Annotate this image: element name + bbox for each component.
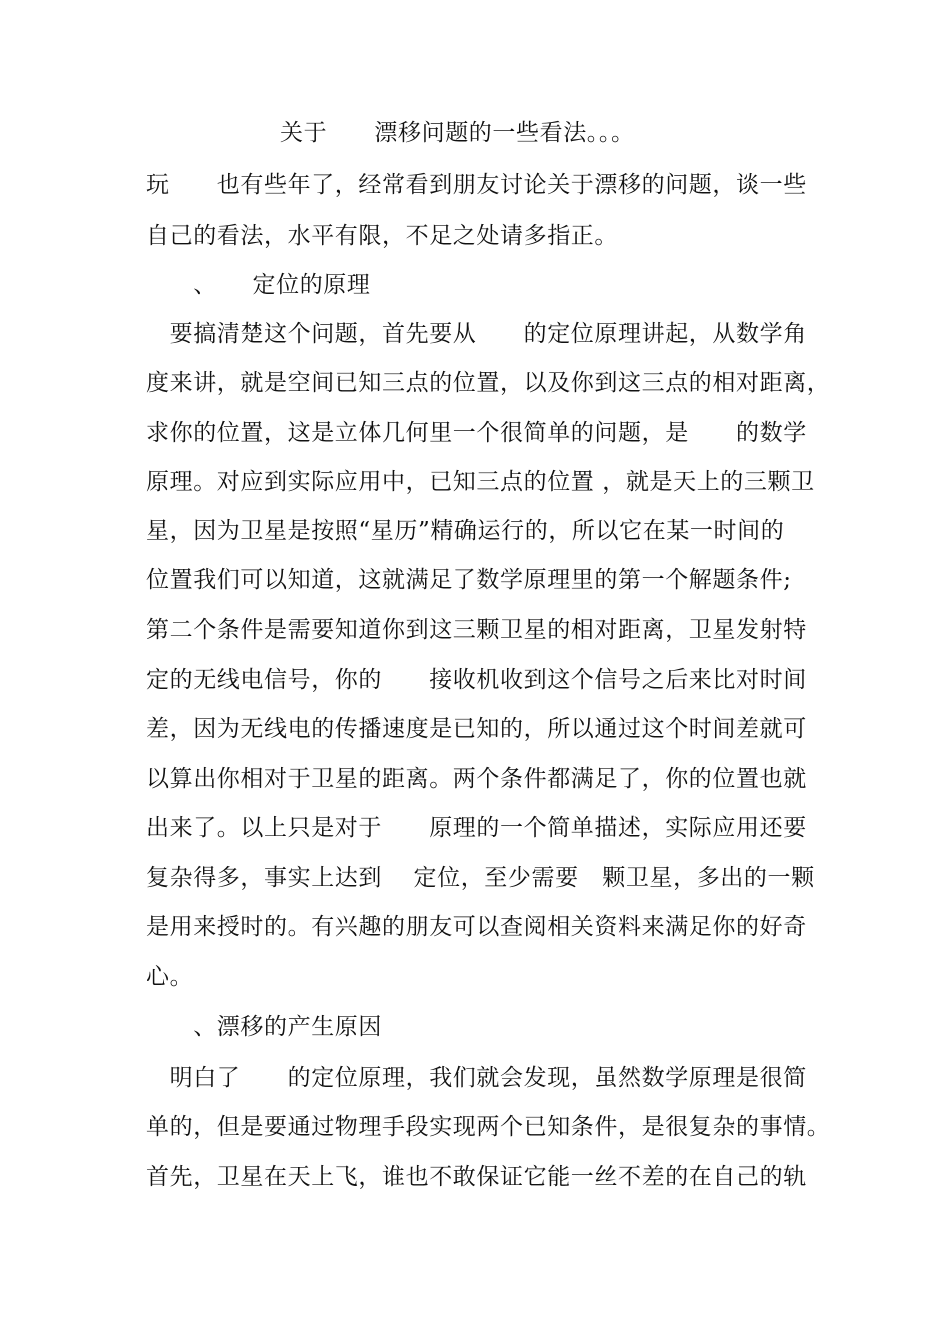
paragraph-line: 以算出你相对于卫星的距离。两个条件都满足了，你的位置也就 — [146, 766, 807, 792]
section-heading: 、 定位的原理 — [146, 272, 371, 298]
paragraph-line: 位置我们可以知道，这就满足了数学原理里的第一个解题条件; — [146, 567, 792, 593]
paragraph-line: 自己的看法，水平有限，不足之处请多指正。 — [146, 223, 618, 249]
paragraph-line: 度来讲，就是空间已知三点的位置，以及你到这三点的相对距离， — [146, 370, 831, 396]
paragraph-line: 单的，但是要通过物理手段实现两个已知条件，是很复杂的事情。 — [146, 1114, 831, 1140]
paragraph-line: 出来了。以上只是对于 原理的一个简单描述，实际应用还要 — [146, 815, 807, 841]
paragraph-line: 是用来授时的。有兴趣的朋友可以查阅相关资料来满足你的好奇 — [146, 914, 807, 940]
paragraph-line: 明白了 的定位原理，我们就会发现，虽然数学原理是很简 — [146, 1065, 807, 1091]
paragraph-line: 复杂得多，事实上达到 定位，至少需要 颗卫星，多出的一颗 — [146, 865, 815, 891]
paragraph-line: 差，因为无线电的传播速度是已知的，所以通过这个时间差就可 — [146, 716, 807, 742]
paragraph-line: 要搞清楚这个问题，首先要从 的定位原理讲起，从数学角 — [146, 321, 807, 347]
paragraph-line: 定的无线电信号，你的 接收机收到这个信号之后来比对时间 — [146, 667, 807, 693]
paragraph-line: 求你的位置，这是立体几何里一个很简单的问题，是 的数学 — [146, 420, 807, 446]
document-title: 关于 漂移问题的一些看法。。。 — [280, 120, 635, 146]
paragraph-line: 原理。对应到实际应用中，已知三点的位置 ，就是天上的三颗卫 — [146, 469, 815, 495]
paragraph-line: 星，因为卫星是按照“星历”精确运行的，所以它在某一时间的 — [146, 518, 785, 544]
paragraph-line: 第二个条件是需要知道你到这三颗卫星的相对距离，卫星发射特 — [146, 617, 807, 643]
paragraph-line: 玩 也有些年了，经常看到朋友讨论关于漂移的问题，谈一些 — [146, 172, 807, 198]
paragraph-line: 首先，卫星在天上飞，谁也不敢保证它能一丝不差的在自己的轨 — [146, 1164, 807, 1190]
paragraph-line: 心。 — [146, 964, 194, 990]
section-heading: 、漂移的产生原因 — [146, 1014, 382, 1040]
